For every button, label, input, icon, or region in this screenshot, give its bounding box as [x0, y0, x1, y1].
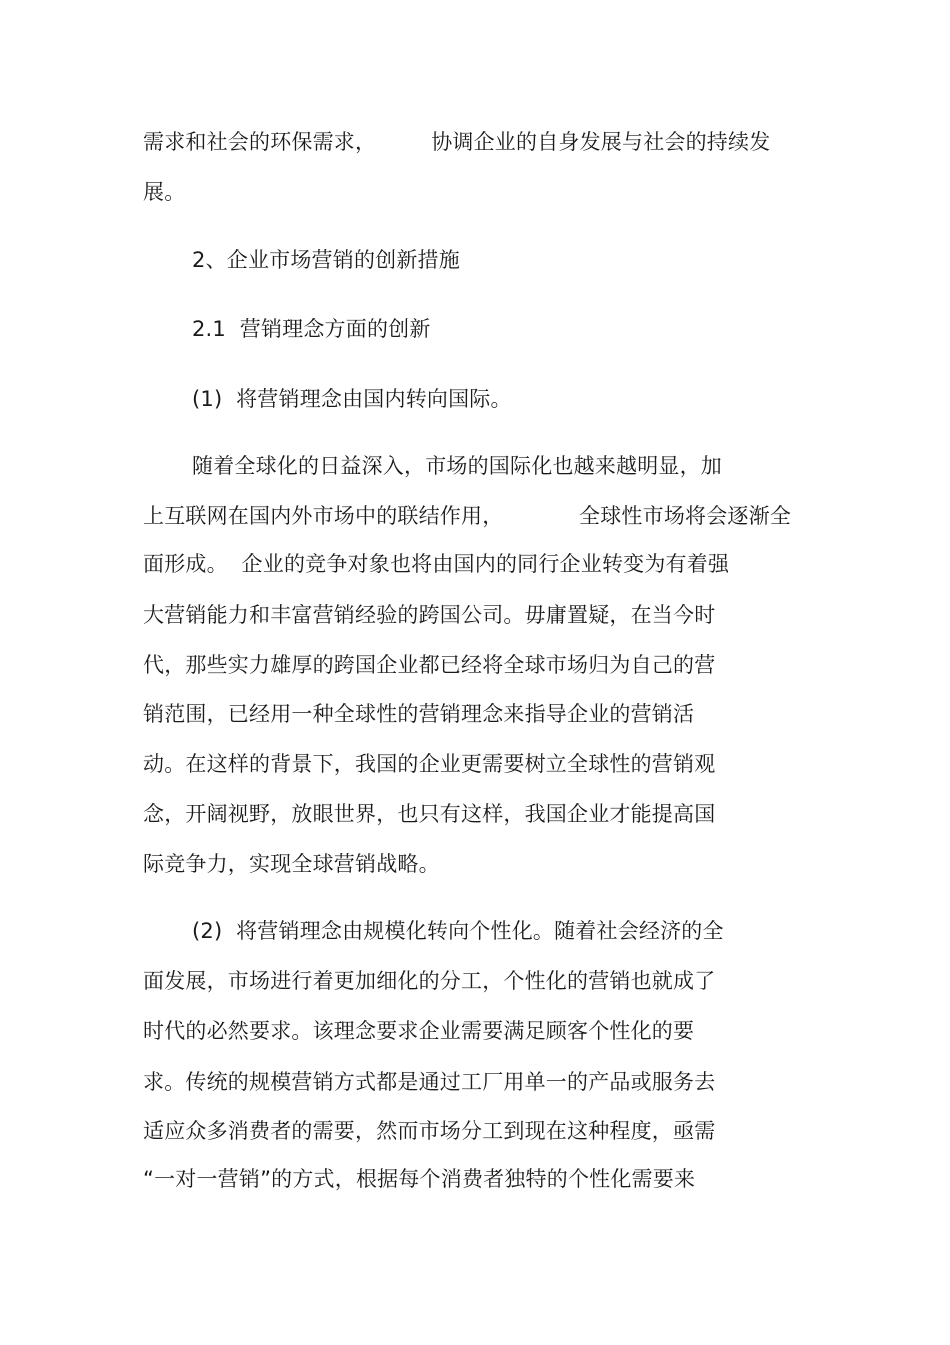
list-item-heading: (1) 将营销理念由国内转向国际。 [192, 387, 512, 411]
text-line: 时代的必然要求。该理念要求企业需要满足顾客个性化的要 [143, 1019, 695, 1043]
text-line: 大营销能力和丰富营销经验的跨国公司。毋庸置疑，在当今时 [143, 603, 716, 627]
text-line: 念，开阔视野，放眼世界，也只有这样，我国企业才能提高国 [143, 802, 716, 826]
section-heading: 2、企业市场营销的创新措施 [192, 248, 460, 272]
text-line: 求。传统的规模营销方式都是通过工厂用单一的产品或服务去 [143, 1070, 716, 1094]
text-line: 面形成。 企业的竞争对象也将由国内的同行企业转变为有着强 [143, 552, 730, 576]
text-line: 上互联网在国内外市场中的联结作用， 全球性市场将会逐渐全 [143, 504, 792, 528]
text-line: 代，那些实力雄厚的跨国企业都已经将全球市场归为自己的营 [143, 653, 716, 677]
subsection-heading: 2.1 营销理念方面的创新 [192, 317, 431, 341]
text-line: 需求和社会的环保需求， 协调企业的自身发展与社会的持续发 [143, 130, 771, 154]
text-line: “一对一营销”的方式，根据每个消费者独特的个性化需要来 [143, 1167, 696, 1191]
text-line: 动。在这样的背景下，我国的企业更需要树立全球性的营销观 [143, 752, 716, 776]
text-line: 销范围，已经用一种全球性的营销理念来指导企业的营销活 [143, 702, 695, 726]
text-line: 面发展，市场进行着更加细化的分工，个性化的营销也就成了 [143, 969, 716, 993]
text-line: 随着全球化的日益深入，市场的国际化也越来越明显，加 [192, 454, 722, 478]
text-line: 际竞争力，实现全球营销战略。 [143, 852, 440, 876]
text-line: 适应众多消费者的需要，然而市场分工到现在这种程度，亟需 [143, 1119, 716, 1143]
text-line: (2) 将营销理念由规模化转向个性化。随着社会经济的全 [192, 919, 724, 943]
text-line: 展。 [143, 180, 186, 204]
